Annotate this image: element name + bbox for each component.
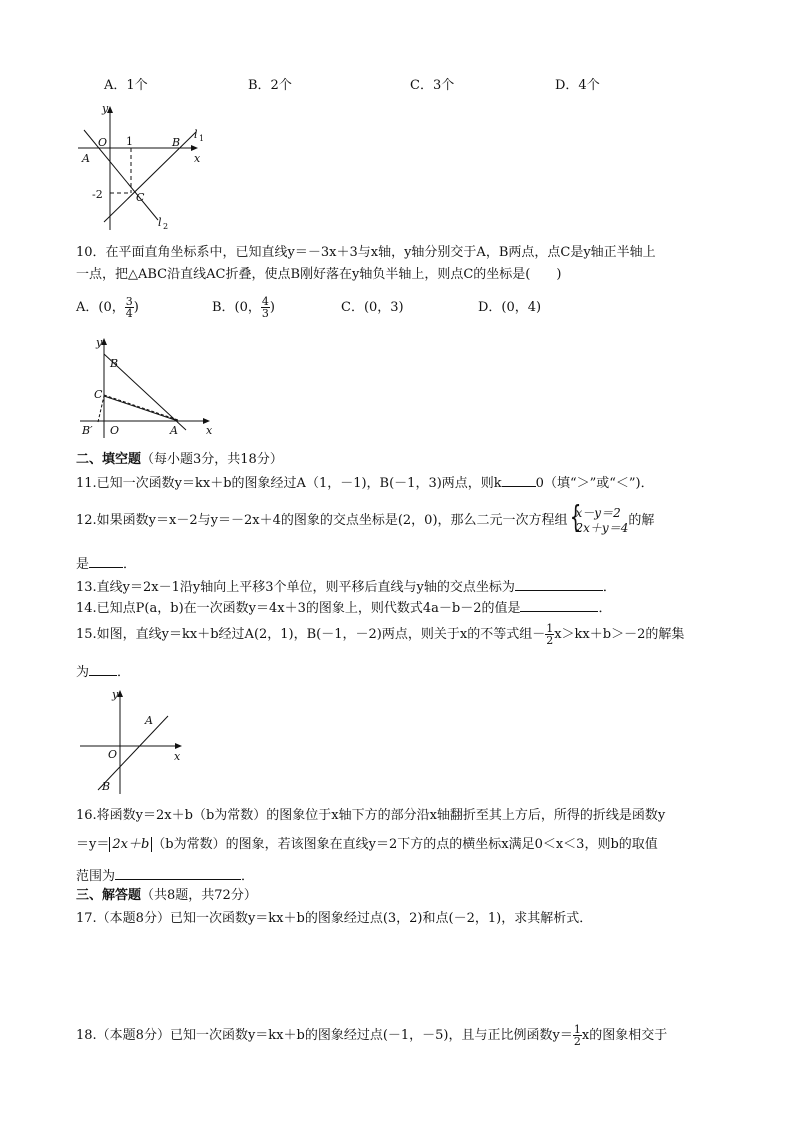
q12-line1	[76, 501, 654, 541]
q13-stem: 13.直线y＝2x－1沿y轴向上平移3个单位，则平移后直线与y轴的交点坐标为	[76, 580, 515, 595]
section3-heading	[76, 887, 257, 905]
q15-fig-label-b: B	[102, 780, 111, 793]
q18-frac	[573, 1024, 582, 1047]
q15-answer-blank[interactable]	[89, 662, 117, 676]
q16-line1: 16.将函数y＝2x＋b（b为常数）的图象位于x轴下方的部分沿x轴翻折至其上方后，所得的折线是函数y	[76, 808, 666, 823]
q10-fig-label-bprime: B′	[82, 424, 93, 437]
q15-fig-label-x: x	[174, 750, 181, 763]
q12-line2-post: ．	[123, 557, 137, 572]
q15-line1	[76, 620, 684, 650]
q15-stem-end: x＞kx＋b＞－2的解集	[554, 627, 685, 642]
q10-fig-label-a: A	[170, 424, 178, 437]
q14-answer-blank[interactable]	[520, 598, 598, 612]
q10-option-b-pre: B．(0，	[212, 300, 261, 315]
q10-option-a	[76, 293, 139, 323]
q10-option-a-pre: A．(0，	[76, 300, 125, 315]
q12-equation-system	[568, 499, 629, 536]
q10-figure	[78, 336, 218, 440]
q9-option-b: B．2个	[248, 78, 292, 93]
q9-fig-label-l1-sub: 1	[199, 134, 205, 143]
q12-equation-1: x－y＝2	[575, 505, 621, 520]
q12-line2-pre: 是	[76, 557, 90, 572]
section3-note: （共8题，共72分）	[141, 888, 257, 903]
q11	[76, 473, 654, 493]
q18-stem-end: x的图象相交于	[581, 1028, 668, 1043]
q15-fig-label-a: A	[145, 714, 153, 727]
q12-stem: 12.如果函数y＝x－2与y＝－2x＋4的图象的交点坐标是(2，0)，那么二元一次方程组	[76, 513, 568, 528]
q10-fig-label-x: x	[206, 424, 213, 437]
q10-option-b-post: )	[269, 300, 275, 315]
q10-fig-label-b: B	[110, 357, 119, 370]
q10-option-a-den: 4	[125, 307, 133, 320]
q17: 17.（本题8分）已知一次函数y＝kx＋b的图象经过点(3，2)和点(－2，1)，求其解析式．	[76, 911, 593, 926]
q9-fig-label-l2-sub: 2	[163, 222, 169, 231]
q11-stem: 11.已知一次函数y＝kx＋b的图象经过A（1，－1)，B(－1，3)两点，则k	[76, 476, 502, 491]
q15-line2-post: ．	[117, 665, 131, 680]
q10-option-c: C．(0，3)	[341, 300, 404, 315]
q9-figure	[76, 100, 216, 235]
q16-line3-post: ．	[241, 869, 255, 884]
q9-fig-label-y: y	[102, 102, 109, 115]
q15-frac	[545, 623, 554, 646]
q12-brace: {	[569, 499, 581, 535]
q10-option-b-frac	[261, 296, 270, 319]
q15-frac-den: 2	[546, 634, 554, 647]
q9-fig-label-one: 1	[126, 135, 133, 148]
q12-answer-blank[interactable]	[89, 554, 123, 568]
q9-fig-label-a: A	[82, 152, 90, 165]
q15-stem: 15.如图，直线y＝kx＋b经过A(2，1)，B(－1，－2)两点，则关于x的不等式组－	[76, 627, 546, 642]
q10-stem-line1: 10．在平面直角坐标系中，已知直线y＝－3x＋3与x轴，y轴分别交于A，B两点，点C是y轴正半轴上	[76, 245, 656, 260]
q15-line2	[76, 662, 130, 682]
q9-option-c: C．3个	[410, 78, 455, 93]
q16-answer-blank[interactable]	[115, 866, 241, 880]
q9-fig-label-b: B	[172, 136, 181, 149]
q14-stem-end: ．	[598, 601, 612, 616]
q15-line2-pre: 为	[76, 665, 90, 680]
q9-option-a: A．1个	[104, 78, 148, 93]
q12-line2	[76, 554, 136, 574]
q10-fig-label-c: C	[94, 388, 103, 401]
section2-title: 二、填空题	[76, 452, 142, 467]
q13	[76, 577, 616, 597]
q9-fig-label-l1: l	[194, 128, 198, 141]
q10-option-b-den: 3	[261, 307, 269, 320]
q9-fig-label-x: x	[194, 152, 201, 165]
section2-heading	[76, 451, 283, 469]
q12-stem-end: 的解	[628, 513, 655, 528]
q15-fig-label-y: y	[112, 688, 119, 701]
q18-frac-num: 1	[573, 1023, 581, 1036]
q16-line2	[76, 836, 658, 854]
q16-line2-pre: ＝y＝	[76, 837, 110, 852]
q18	[76, 1021, 667, 1051]
q16-line2-post: （b为常数）的图象，若该图象在直线y＝2下方的点的横坐标x满足0＜x＜3，则b的取值	[152, 837, 658, 852]
q14-stem: 14.已知点P(a，b)在一次函数y＝4x＋3的图象上，则代数式4a－b－2的值是	[76, 601, 521, 616]
q10-stem-line2: 一点，把△ABC沿直线AC折叠，使点B刚好落在y轴负半轴上，则点C的坐标是( )	[76, 267, 562, 282]
q12-equation-2: 2x＋y＝4	[575, 520, 629, 535]
q10-option-d: D．(0，4)	[478, 300, 542, 315]
q9-fig-label-l2: l	[158, 216, 162, 229]
q11-stem-end: 0（填“＞”或“＜”)．	[535, 476, 654, 491]
q10-option-b-num: 4	[261, 295, 269, 308]
q18-frac-den: 2	[573, 1035, 581, 1048]
q13-answer-blank[interactable]	[515, 577, 603, 591]
q15-figure	[78, 686, 188, 796]
q15-frac-num: 1	[546, 622, 554, 635]
q10-option-b	[212, 293, 275, 323]
q10-fig-label-o: O	[110, 424, 120, 437]
q16-line3-pre: 范围为	[76, 869, 116, 884]
q9-fig-label-neg2: -2	[92, 188, 103, 201]
q10-fig-label-y: y	[96, 336, 103, 349]
q15-fig-label-o: O	[108, 748, 118, 761]
q11-answer-blank[interactable]	[502, 473, 536, 487]
q9-fig-label-c: C	[136, 191, 145, 204]
q14	[76, 598, 612, 618]
section2-note: （每小题3分，共18分）	[141, 452, 283, 467]
q10-option-a-post: )	[133, 300, 139, 315]
q16-abs-expression: 2x＋b	[109, 837, 152, 852]
section3-title: 三、解答题	[76, 888, 142, 903]
q9-fig-label-o: O	[98, 136, 108, 149]
q9-option-d: D．4个	[555, 78, 600, 93]
q18-stem: 18.（本题8分）已知一次函数y＝kx＋b的图象经过点(－1，－5)，且与正比例函数y＝	[76, 1028, 573, 1043]
q16-line3	[76, 866, 254, 886]
q13-stem-end: ．	[602, 580, 616, 595]
q10-option-a-num: 3	[125, 295, 133, 308]
q10-option-a-frac	[125, 296, 134, 319]
